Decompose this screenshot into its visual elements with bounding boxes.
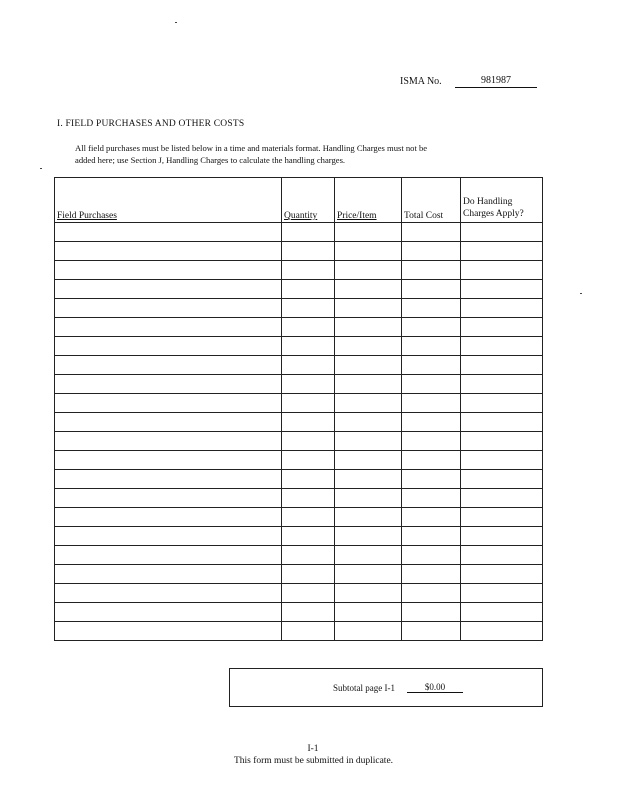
- cell-quantity[interactable]: [282, 299, 335, 318]
- cell-total-cost[interactable]: [402, 413, 461, 432]
- cell-handling[interactable]: [461, 508, 543, 527]
- cell-price-item[interactable]: [335, 413, 402, 432]
- table-row: [55, 432, 543, 451]
- isma-number-value: 981987: [455, 75, 537, 88]
- page-number: I-1: [307, 744, 319, 754]
- cell-total-cost[interactable]: [402, 242, 461, 261]
- cell-price-item[interactable]: [335, 337, 402, 356]
- table-row: [55, 337, 543, 356]
- cell-field-purchase[interactable]: [55, 337, 282, 356]
- table-row: [55, 470, 543, 489]
- cell-field-purchase[interactable]: [55, 603, 282, 622]
- cell-handling[interactable]: [461, 318, 543, 337]
- cell-handling[interactable]: [461, 527, 543, 546]
- col-header-field-purchases: Field Purchases: [55, 178, 282, 223]
- cell-total-cost[interactable]: [402, 432, 461, 451]
- cell-price-item[interactable]: [335, 394, 402, 413]
- isma-number-label: ISMA No.: [400, 76, 442, 87]
- cell-price-item[interactable]: [335, 356, 402, 375]
- cell-price-item[interactable]: [335, 470, 402, 489]
- cell-handling[interactable]: [461, 337, 543, 356]
- cell-handling[interactable]: [461, 489, 543, 508]
- cell-price-item[interactable]: [335, 280, 402, 299]
- cell-price-item[interactable]: [335, 527, 402, 546]
- cell-total-cost[interactable]: [402, 584, 461, 603]
- subtotal-value: $0.00: [407, 682, 463, 693]
- cell-quantity[interactable]: [282, 375, 335, 394]
- cell-handling[interactable]: [461, 242, 543, 261]
- cell-handling[interactable]: [461, 565, 543, 584]
- cell-field-purchase[interactable]: [55, 223, 282, 242]
- cell-field-purchase[interactable]: [55, 622, 282, 641]
- cell-quantity[interactable]: [282, 451, 335, 470]
- cell-handling[interactable]: [461, 432, 543, 451]
- section-title: I. FIELD PURCHASES AND OTHER COSTS: [57, 119, 245, 129]
- table-row: [55, 489, 543, 508]
- cell-handling[interactable]: [461, 546, 543, 565]
- cell-handling[interactable]: [461, 622, 543, 641]
- cell-field-purchase[interactable]: [55, 413, 282, 432]
- cell-price-item[interactable]: [335, 451, 402, 470]
- cell-quantity[interactable]: [282, 223, 335, 242]
- cell-price-item[interactable]: [335, 318, 402, 337]
- table-row: [55, 242, 543, 261]
- table-header-row: [55, 178, 543, 223]
- cell-total-cost[interactable]: [402, 394, 461, 413]
- cell-field-purchase[interactable]: [55, 318, 282, 337]
- cell-price-item[interactable]: [335, 375, 402, 394]
- cell-price-item[interactable]: [335, 242, 402, 261]
- scan-speck: [175, 22, 177, 23]
- cell-price-item[interactable]: [335, 565, 402, 584]
- col-header-handling-charges: Do Handling Charges Apply?: [461, 178, 543, 223]
- cell-total-cost[interactable]: [402, 508, 461, 527]
- cell-handling[interactable]: [461, 413, 543, 432]
- cell-quantity[interactable]: [282, 394, 335, 413]
- table-row: [55, 603, 543, 622]
- table-row: [55, 565, 543, 584]
- cell-price-item[interactable]: [335, 432, 402, 451]
- cell-field-purchase[interactable]: [55, 261, 282, 280]
- cell-quantity[interactable]: [282, 242, 335, 261]
- cell-quantity[interactable]: [282, 337, 335, 356]
- table-row: [55, 451, 543, 470]
- scan-speck: [40, 168, 42, 169]
- table-body: [55, 223, 543, 641]
- cell-field-purchase[interactable]: [55, 394, 282, 413]
- cell-total-cost[interactable]: [402, 375, 461, 394]
- cell-total-cost[interactable]: [402, 622, 461, 641]
- cell-price-item[interactable]: [335, 546, 402, 565]
- table-row: [55, 356, 543, 375]
- cell-price-item[interactable]: [335, 299, 402, 318]
- cell-price-item[interactable]: [335, 223, 402, 242]
- cell-field-purchase[interactable]: [55, 280, 282, 299]
- table-row: [55, 546, 543, 565]
- cell-quantity[interactable]: [282, 432, 335, 451]
- cell-total-cost[interactable]: [402, 527, 461, 546]
- cell-total-cost[interactable]: [402, 223, 461, 242]
- cell-handling[interactable]: [461, 299, 543, 318]
- cell-handling[interactable]: [461, 375, 543, 394]
- cell-total-cost[interactable]: [402, 337, 461, 356]
- scan-speck: [580, 293, 582, 294]
- instruction-line-1: All field purchases must be listed below in a time and materials format. Handling Charges must not be: [75, 143, 428, 153]
- cell-price-item[interactable]: [335, 603, 402, 622]
- cell-total-cost[interactable]: [402, 451, 461, 470]
- cell-handling[interactable]: [461, 356, 543, 375]
- cell-handling[interactable]: [461, 470, 543, 489]
- cell-total-cost[interactable]: [402, 318, 461, 337]
- cell-quantity[interactable]: [282, 356, 335, 375]
- col-header-total-cost: Total Cost: [402, 178, 461, 223]
- cell-quantity[interactable]: [282, 413, 335, 432]
- cell-quantity[interactable]: [282, 565, 335, 584]
- cell-field-purchase[interactable]: [55, 527, 282, 546]
- cell-handling[interactable]: [461, 451, 543, 470]
- cell-quantity[interactable]: [282, 527, 335, 546]
- table-row: [55, 622, 543, 641]
- cell-quantity[interactable]: [282, 622, 335, 641]
- cell-total-cost[interactable]: [402, 565, 461, 584]
- cell-total-cost[interactable]: [402, 546, 461, 565]
- field-purchases-table: [54, 177, 543, 641]
- col-header-price-item: Price/Item: [335, 178, 402, 223]
- table-row: [55, 261, 543, 280]
- cell-handling[interactable]: [461, 261, 543, 280]
- cell-quantity[interactable]: [282, 546, 335, 565]
- table-row: [55, 280, 543, 299]
- cell-handling[interactable]: [461, 394, 543, 413]
- table-row: [55, 394, 543, 413]
- cell-total-cost[interactable]: [402, 299, 461, 318]
- cell-field-purchase[interactable]: [55, 508, 282, 527]
- cell-handling[interactable]: [461, 223, 543, 242]
- footer-note: This form must be submitted in duplicate.: [233, 756, 394, 766]
- cell-field-purchase[interactable]: [55, 546, 282, 565]
- cell-total-cost[interactable]: [402, 356, 461, 375]
- table-row: [55, 584, 543, 603]
- cell-price-item[interactable]: [335, 508, 402, 527]
- cell-quantity[interactable]: [282, 470, 335, 489]
- instructions: [75, 142, 505, 166]
- table-row: [55, 413, 543, 432]
- table-row: [55, 299, 543, 318]
- subtotal-label: Subtotal page I-1: [333, 683, 395, 693]
- table-row: [55, 527, 543, 546]
- cell-quantity[interactable]: [282, 603, 335, 622]
- cell-handling[interactable]: [461, 584, 543, 603]
- table-row: [55, 375, 543, 394]
- cell-field-purchase[interactable]: [55, 451, 282, 470]
- cell-quantity[interactable]: [282, 318, 335, 337]
- cell-field-purchase[interactable]: [55, 299, 282, 318]
- cell-quantity[interactable]: [282, 584, 335, 603]
- col-header-quantity: Quantity: [282, 178, 335, 223]
- cell-field-purchase[interactable]: [55, 565, 282, 584]
- cell-quantity[interactable]: [282, 489, 335, 508]
- cell-total-cost[interactable]: [402, 489, 461, 508]
- cell-quantity[interactable]: [282, 280, 335, 299]
- table-row: [55, 318, 543, 337]
- cell-price-item[interactable]: [335, 261, 402, 280]
- cell-field-purchase[interactable]: [55, 470, 282, 489]
- cell-field-purchase[interactable]: [55, 242, 282, 261]
- cell-field-purchase[interactable]: [55, 375, 282, 394]
- cell-field-purchase[interactable]: [55, 489, 282, 508]
- cell-field-purchase[interactable]: [55, 356, 282, 375]
- cell-field-purchase[interactable]: [55, 432, 282, 451]
- cell-handling[interactable]: [461, 603, 543, 622]
- instruction-line-2: added here; use Section J, Handling Charges to calculate the handling charges.: [75, 155, 346, 165]
- cell-total-cost[interactable]: [402, 603, 461, 622]
- cell-total-cost[interactable]: [402, 470, 461, 489]
- table-row: [55, 508, 543, 527]
- cell-handling[interactable]: [461, 280, 543, 299]
- cell-field-purchase[interactable]: [55, 584, 282, 603]
- cell-price-item[interactable]: [335, 584, 402, 603]
- cell-price-item[interactable]: [335, 489, 402, 508]
- cell-total-cost[interactable]: [402, 280, 461, 299]
- cell-total-cost[interactable]: [402, 261, 461, 280]
- cell-quantity[interactable]: [282, 508, 335, 527]
- cell-quantity[interactable]: [282, 261, 335, 280]
- table-row: [55, 223, 543, 242]
- cell-price-item[interactable]: [335, 622, 402, 641]
